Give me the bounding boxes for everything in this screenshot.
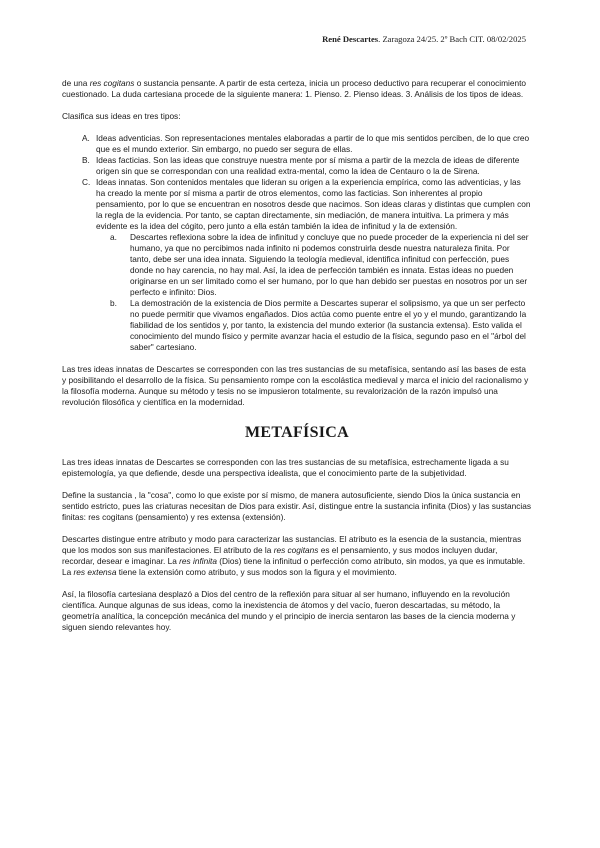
closing-paragraph: Las tres ideas innatas de Descartes se corresponden con las tres sustancias de su metafísica, sentando así las bases de esta y posibilitando el desarrollo de la física. Su pensamiento rompe con la escolástica medieval y marca el inicio del racionalismo y la filosofía moderna. Aunque su método y tesis no se impusieron totalmente, su revalorización de la razón impulsó una revolución filosófica y científica en la modernidad.: [62, 364, 529, 407]
metafisica-paragraph-1: Las tres ideas innatas de Descartes se corresponden con las tres sustancias de su metafísica, estrechamente ligada a su epistemología, ya que defiende, desde una perspectiva idealista, que el conocimiento parte de la subjetividad.: [62, 457, 509, 478]
section-title: METAFÍSICA: [244, 424, 350, 441]
innate-subitems-list: [96, 232, 532, 353]
paragraph-text: Descartes distingue entre atributo y modo para caracterizar las sustancias. El atributo es la esencia de la sustancia, mientras que los modos son sus manifestaciones. El atributo de la: [62, 534, 522, 555]
list-item-ideas-adventicias: [62, 133, 532, 155]
list-item-text: Ideas facticias. Son las ideas que construye nuestra mente por sí misma a partir de la mezcla de ideas de diferente origen sin que se correspondan con una realidad extra-mental, como la idea de Centauro o la de Sirena.: [96, 155, 520, 176]
list-item-text: Ideas innatas. Son contenidos mentales que lideran su origen a la experiencia empírica, como las adventicias, y las ha creado la mente por sí misma a partir de otros elementos, como las facticias. Son inherentes al propio pensamiento, por lo que se encuentran en nosotros desde que nacimos. Son ideas claras y distintas que cumplen con la regla de la evidencia. Por tanto, se captan directamente, sin mediación, de manera intuitiva. La primera y más evidente es la idea del cógito, pero junto a ella están también la idea de infinitud y la de extensión.: [96, 177, 531, 231]
metafisica-paragraph-3: [62, 534, 532, 578]
header-info: . Zaragoza 24/25. 2º Bach CIT. 08/02/2025: [378, 34, 526, 44]
intro-paragraph: [62, 78, 532, 100]
emphasis-res-cogitans: res cogitans: [273, 545, 319, 555]
classification-intro: Clasifica sus ideas en tres tipos:: [62, 111, 181, 121]
list-marker: B.: [82, 155, 90, 165]
page-header: [322, 34, 526, 44]
list-item-ideas-innatas: [62, 177, 532, 353]
list-item-text: La demostración de la existencia de Dios permite a Descartes superar el solipsismo, ya que un ser perfecto no puede permitir que vivamos engañados. Dios actúa como puente entre el yo y el mundo, garantizando la fiabilidad de los sentidos y, por tanto, la existencia del mundo exterior (la sustancia extensa). Esto valida el conocimiento del mundo físico y permite avanzar hacia el estudio de la física, segundo paso en el "árbol del saber" cartesiano.: [130, 298, 527, 352]
intro-text-a: de una: [62, 78, 90, 88]
document-body: [62, 78, 532, 633]
list-marker: a.: [110, 232, 117, 242]
list-item-existencia-dios: [96, 298, 532, 353]
header-author: René Descartes: [322, 34, 379, 44]
metafisica-paragraph-2: Define la sustancia , la "cosa", como lo que existe por sí mismo, de manera autosuficiente, siendo Dios la única sustancia en sentido estricto, pues las criaturas necesitan de Dios para existir. Así, distingue entre la sustancia infinita (Dios) y las sustancias finitas: res cogitans (pensamiento) y res extensa (extensión).: [62, 490, 532, 522]
metafisica-paragraph-4: Así, la filosofía cartesiana desplazó a Dios del centro de la reflexión para situar al ser humano, influyendo en la revolución científica. Aunque algunas de sus ideas, como la inexistencia de átomos y del vacío, fueron descartadas, su método, la geometría analítica, la concepción mecánica del mundo y el principio de inercia sentaron las bases de la ciencia moderna y siguen siendo relevantes hoy.: [62, 589, 516, 632]
paragraph-text: (Dios) tiene la infinitud o perfección como atributo, sin modos, ya que es inmutable. La: [62, 556, 526, 577]
paragraph-text: tiene la extensión como atributo, y sus modos son la figura y el movimiento.: [116, 567, 397, 577]
list-marker: b.: [110, 298, 117, 308]
list-item-ideas-facticias: [62, 155, 532, 177]
intro-text-b: o sustancia pensante. A partir de esta certeza, inicia un proceso deductivo para recuperar el conocimiento cuestionado. La duda cartesiana procede de la siguiente manera: 1. Pienso. 2. Pienso ideas. 3. Análisis de los tipos de ideas.: [62, 78, 526, 99]
emphasis-res-extensa: res extensa: [73, 567, 117, 577]
ideas-list: [62, 133, 532, 353]
list-marker: C.: [82, 177, 91, 187]
intro-emphasis: res cogitans: [89, 78, 135, 88]
emphasis-res-infinita: res infinita: [179, 556, 217, 566]
list-item-infinitud: [96, 232, 532, 298]
list-marker: A.: [82, 133, 90, 143]
list-item-text: Ideas adventicias. Son representaciones mentales elaboradas a partir de lo que mis sentidos perciben, de lo que creo que es el mundo exterior. Sin embargo, no puedo ser segura de ellas.: [96, 133, 530, 154]
paragraph-text: es el pensamiento, y sus modos incluyen dudar, recordar, desear e imaginar. La: [62, 545, 498, 566]
list-item-text: Descartes reflexiona sobre la idea de infinitud y concluye que no puede proceder de la experiencia ni del ser humano, ya que no percibimos nada infinito ni podemos construirla desde nuestra naturaleza finita. Por tanto, debe ser una idea innata. Siguiendo la teología medieval, identifica infinitud con perfección, pues donde no hay carencia, no hay mal. Así, la idea de perfección también es innata. Estas ideas no pueden originarse en un ser limitado como el ser humano, por lo que han debido ser puestas en nosotros por un ser perfecto e infinito: Dios.: [130, 232, 529, 297]
